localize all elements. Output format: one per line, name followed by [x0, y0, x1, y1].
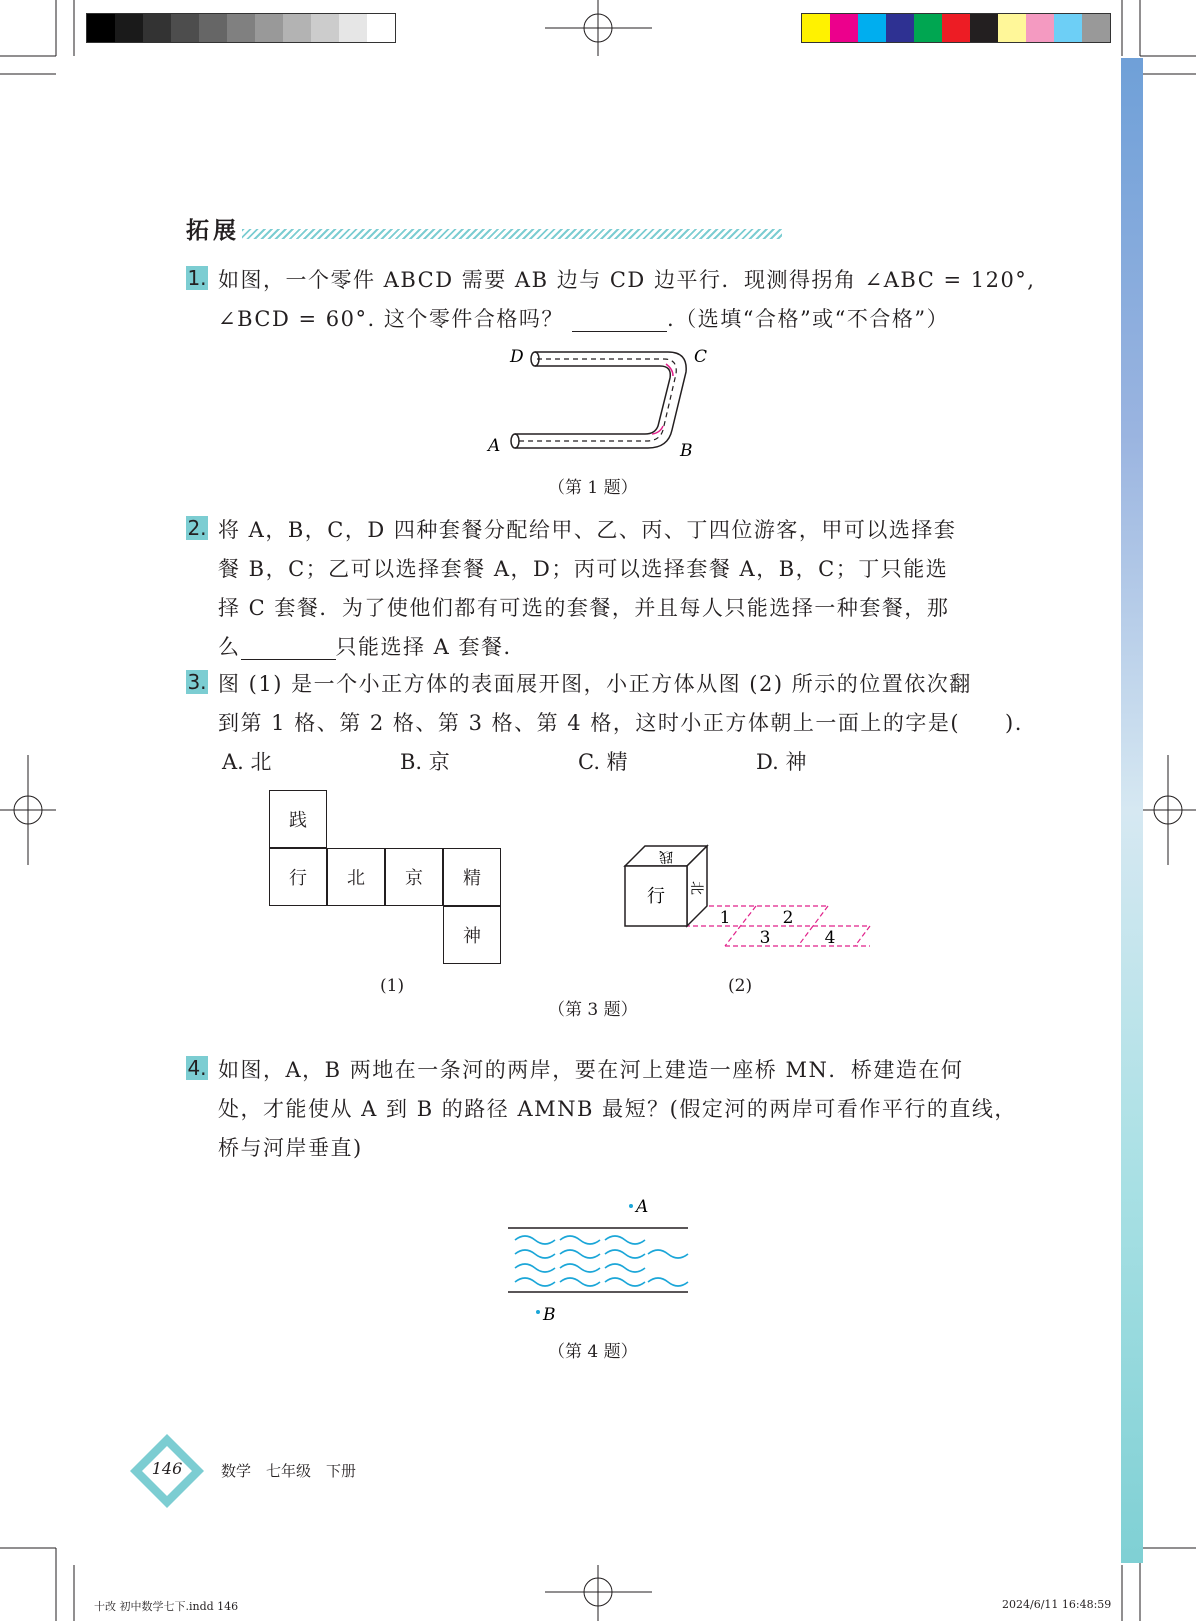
net-cell-jing: 京	[385, 848, 443, 906]
point-b-dot	[536, 1310, 540, 1314]
print-timestamp: 2024/6/11 16:48:59	[1002, 1598, 1112, 1611]
q1-number: 1.	[187, 266, 207, 290]
net-cell-jing2: 精	[443, 848, 501, 906]
q3-option-d[interactable]: D. 神	[756, 750, 807, 774]
q1-line2-hint: .（选填“合格”或“不合格”）	[667, 307, 950, 331]
q3-option-b[interactable]: B. 京	[400, 750, 450, 774]
q1-line1: 如图，一个零件 ABCD 需要 AB 边与 CD 边平行．现测得拐角 ∠ABC = 120°,	[218, 268, 1036, 292]
q4-line3: 桥与河岸垂直)	[218, 1136, 363, 1160]
page-number: 146	[151, 1459, 183, 1478]
cell-2: 2	[782, 908, 794, 928]
title-underline-hatch	[242, 229, 782, 239]
q1-label-b: B	[680, 441, 693, 461]
point-b-label: B	[543, 1305, 556, 1325]
net-cell-bei: 北	[327, 848, 385, 906]
q1-line2	[218, 303, 949, 333]
q2-answer-blank[interactable]	[241, 635, 336, 660]
q1-label-a: A	[488, 436, 501, 456]
section-title: 拓展	[186, 218, 240, 244]
q3-sub2-caption: (2)	[728, 976, 753, 996]
q2-line4-end: 只能选择 A 套餐．	[335, 635, 527, 659]
q3-option-a[interactable]: A. 北	[222, 750, 272, 774]
q2-line4-start: 么	[218, 635, 241, 659]
net-cell-xing: 行	[269, 848, 327, 906]
q3-caption: （第 3 题）	[548, 1000, 638, 1020]
q4-line1: 如图，A，B 两地在一条河的两岸，要在河上建造一座桥 MN．桥建造在何	[218, 1058, 964, 1082]
q4-caption: （第 4 题）	[548, 1342, 638, 1362]
point-a-dot	[629, 1204, 633, 1208]
cell-1: 1	[719, 908, 731, 928]
q3-number: 3.	[187, 670, 207, 694]
q4-number: 4.	[187, 1056, 207, 1080]
q3-line1: 图 (1) 是一个小正方体的表面展开图，小正方体从图 (2) 所示的位置依次翻	[218, 672, 972, 696]
q1-line2-text: ∠BCD = 60°. 这个零件合格吗？	[218, 307, 564, 331]
q2-line1: 将 A，B，C，D 四种套餐分配给甲、乙、丙、丁四位游客，甲可以选择套	[218, 518, 957, 542]
q3-line2: 到第 1 格、第 2 格、第 3 格、第 4 格，这时小正方体朝上一面上的字是( ).	[218, 711, 1023, 735]
q3-cube-figure	[600, 838, 880, 958]
q3-sub1-caption: (1)	[380, 976, 405, 996]
q2-line3: 择 C 套餐．为了使他们都有可选的套餐，并且每人只能选择一种套餐，那	[218, 596, 950, 620]
point-a-label: A	[636, 1197, 649, 1217]
q3-option-c[interactable]: C. 精	[578, 750, 628, 774]
q1-answer-blank[interactable]	[572, 307, 667, 332]
q1-caption: （第 1 题）	[548, 478, 638, 498]
net-cell-jian: 践	[269, 790, 327, 848]
book-title: 数学 七年级 下册	[221, 1462, 357, 1480]
q2-line4	[218, 631, 526, 661]
q4-line2: 处，才能使从 A 到 B 的路径 AMNB 最短？(假定河的两岸可看作平行的直线，	[218, 1097, 1017, 1121]
net-cell-shen: 神	[443, 906, 501, 964]
q2-line2: 餐 B，C；乙可以选择套餐 A，D；丙可以选择套餐 A，B，C；丁只能选	[218, 557, 949, 581]
cell-4: 4	[824, 928, 836, 948]
cell-3: 3	[759, 928, 771, 948]
file-name: 十改 初中数学七下.indd 146	[94, 1600, 239, 1613]
q2-number: 2.	[187, 516, 207, 540]
cube-side-face: 北	[688, 881, 704, 895]
q1-label-c: C	[694, 347, 708, 367]
cube-front-face: 行	[647, 886, 665, 907]
cube-top-face: 践	[659, 848, 673, 864]
q1-part-figure	[480, 344, 720, 464]
side-color-band	[1121, 58, 1143, 1563]
q4-river-figure	[500, 1190, 700, 1330]
q1-label-d: D	[510, 347, 524, 367]
